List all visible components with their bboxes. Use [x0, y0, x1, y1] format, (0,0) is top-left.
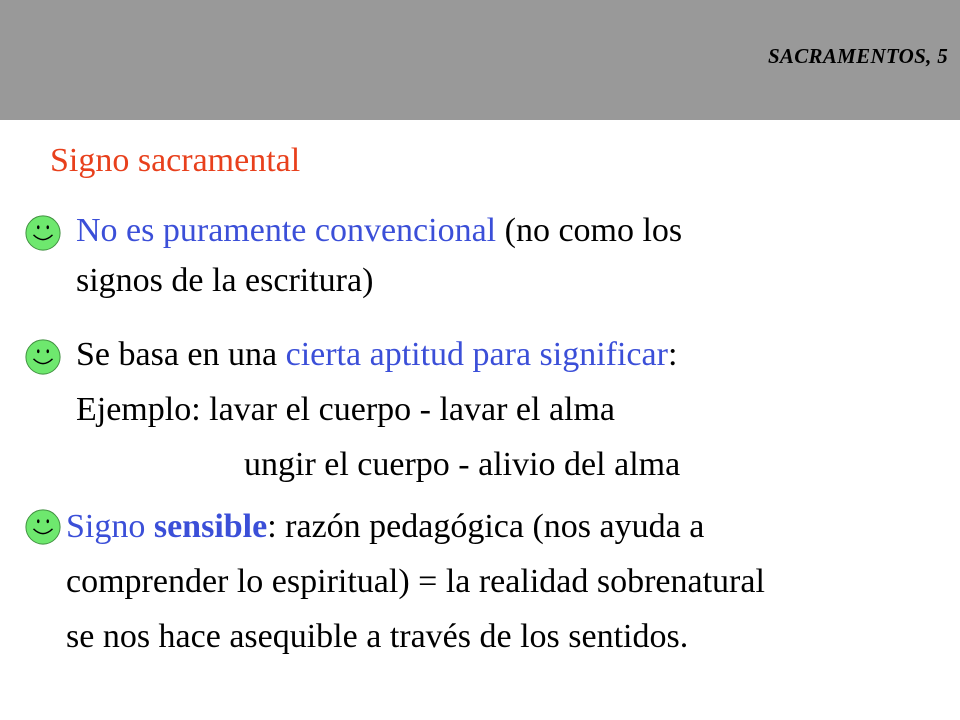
bullet-3-highlight-1: Signo	[66, 508, 154, 545]
header-bar	[0, 0, 960, 120]
bullet-2-line-1	[76, 336, 677, 374]
bullet-3-rest: : razón pedagógica (nos ayuda a	[267, 508, 705, 545]
header-title: SACRAMENTOS, 5	[767, 44, 948, 68]
bullet-3-line-2: comprender lo espiritual) = la realidad sobrenatural	[66, 563, 765, 600]
bullet-2-prefix: Se basa en una	[76, 336, 286, 373]
bullet-2-line-2: Ejemplo: lavar el cuerpo - lavar el alma	[76, 391, 616, 428]
smiley-face-icon	[24, 338, 62, 376]
smiley-face-icon	[24, 508, 62, 546]
bullet-2-line-3: ungir el cuerpo - alivio del alma	[244, 446, 681, 483]
bullet-3-highlight-2: sensible	[153, 508, 268, 545]
bullet-1-rest: (no como los	[496, 212, 683, 249]
bullet-2-highlight: cierta aptitud para significar	[285, 336, 668, 373]
slide-title: Signo sacramental	[50, 142, 301, 179]
bullet-1-line-2: signos de la escritura)	[76, 262, 374, 299]
bullet-2-suffix: :	[667, 336, 678, 373]
bullet-1-line-1	[76, 212, 682, 250]
bullet-3-line-1	[66, 508, 704, 546]
bullet-1-highlight: No es puramente convencional	[76, 212, 497, 249]
smiley-face-icon	[24, 214, 62, 252]
bullet-3-line-3: se nos hace asequible a través de los sentidos.	[66, 618, 689, 655]
